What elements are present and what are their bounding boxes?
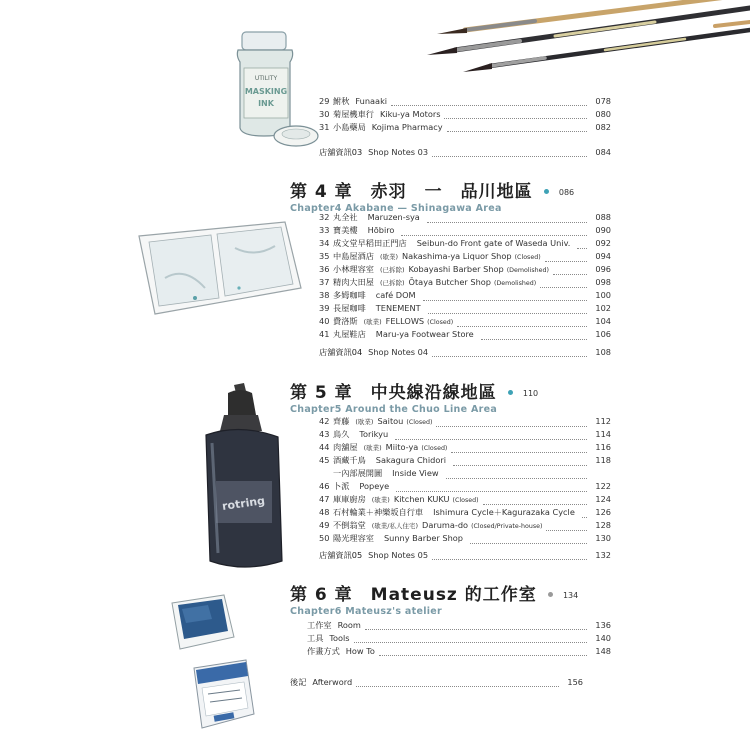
entry-number: 30 (319, 109, 330, 119)
ink-bottle-illustration (198, 383, 293, 573)
shop-notes-en: Shop Notes 05 (368, 550, 429, 560)
entry-status-zh: (已拆除) (379, 279, 405, 287)
chapter-subtitle: Chapter4 Akabane — Shinagawa Area (290, 203, 502, 214)
toc-entry[interactable] (319, 493, 611, 507)
entry-page: 104 (595, 316, 611, 326)
entry-title-en: Daruma-do (Closed/Private-house) (422, 520, 543, 530)
toc-entry[interactable] (319, 532, 611, 546)
toc-entry[interactable] (319, 289, 611, 303)
entry-page: 140 (595, 633, 611, 643)
leader-dots (365, 623, 587, 630)
entry-status-en: (Closed) (421, 445, 448, 452)
entry-number: 47 (319, 494, 330, 504)
entry-title-en: Room (337, 620, 361, 630)
entry-number: 38 (319, 290, 330, 300)
entry-status-en: (Demolished) (506, 267, 549, 274)
entry-title-en: Tools (329, 633, 350, 643)
palette-tray-illustration (135, 218, 305, 318)
chapter-title: 第 4 章 赤羽 一 品川地區 (290, 182, 533, 202)
entry-page: 082 (595, 122, 611, 132)
chapter-title: 第 5 章 中央線沿線地區 (290, 383, 497, 403)
toc-entry[interactable] (319, 250, 611, 264)
toc-entry[interactable] (319, 328, 611, 342)
entry-title-en: Sakagura Chidori (375, 455, 446, 465)
entry-title-zh: 鮒秋 (333, 96, 350, 106)
entry-title-zh: 寶美樓 (333, 225, 358, 235)
entry-title-zh: 工作室 (307, 620, 332, 630)
leader-dots (432, 553, 587, 560)
entry-number: 37 (319, 277, 330, 287)
shop-notes-page: 132 (595, 550, 611, 560)
entry-title-en: Miito-ya (Closed) (385, 442, 448, 452)
entry-number: 46 (319, 481, 330, 491)
toc-entry[interactable] (307, 645, 611, 657)
toc-entry[interactable] (319, 415, 611, 429)
toc-entry[interactable] (319, 302, 611, 316)
entry-status-zh: (歇業) (371, 496, 390, 504)
entry-number: 44 (319, 442, 330, 452)
entry-title-en: Kitchen KUKU (Closed) (393, 494, 479, 504)
afterword-page: 156 (567, 677, 583, 687)
chapter-bullet-icon (544, 189, 549, 194)
entry-number: 50 (319, 533, 330, 543)
leader-dots (577, 242, 587, 249)
leader-dots (432, 150, 587, 157)
shop-notes-entry[interactable] (319, 346, 611, 358)
entry-page: 130 (595, 533, 611, 543)
entry-page: 126 (595, 507, 611, 517)
leader-dots (432, 350, 587, 357)
entry-status-zh: (歇業) (379, 253, 399, 261)
leader-dots (546, 524, 587, 531)
chapter-6-heading[interactable] (290, 580, 578, 617)
leader-dots (391, 99, 587, 106)
entry-page: 116 (595, 442, 611, 452)
leader-dots (395, 433, 587, 440)
entry-status-zh: (歇業) (355, 418, 374, 426)
entry-title-zh: 肉舖屋 (333, 442, 358, 452)
masking-ink-jar-illustration (230, 28, 325, 153)
toc-entry[interactable] (307, 619, 611, 631)
entry-title-en: Inside View (392, 468, 439, 478)
entry-title-zh: 中島屋酒店 (333, 251, 374, 261)
chapter-page: 086 (558, 188, 575, 197)
toc-entry[interactable] (307, 632, 611, 644)
entry-title-zh: 小島藥局 (333, 122, 366, 132)
entry-number: 45 (319, 455, 330, 465)
entry-page: 094 (595, 251, 611, 261)
watercolor-box-illustration (188, 658, 258, 730)
entry-title-en: Maruzen-sya (367, 212, 420, 222)
entry-title-zh: 作畫方式 (307, 646, 340, 656)
leader-dots (427, 216, 587, 223)
entry-status-en: (Closed) (452, 497, 479, 504)
entry-status-zh: (歇業) (363, 318, 382, 326)
entry-title-en: Funaaki (355, 96, 388, 106)
leader-dots (451, 446, 587, 453)
bottle-label: rotring (221, 494, 266, 513)
leader-dots (401, 229, 587, 236)
entry-title-zh: 丸屋鞋店 (333, 329, 366, 339)
toc-entry[interactable] (319, 480, 611, 494)
leader-dots (396, 485, 587, 492)
leader-dots (446, 472, 587, 479)
chapter-4-heading[interactable] (290, 177, 574, 214)
chapter-bullet-icon (508, 390, 513, 395)
chapter-title: 第 6 章 Mateusz 的工作室 (290, 585, 537, 605)
leader-dots (436, 420, 587, 427)
entry-title-zh: 小林理容室 (333, 264, 374, 274)
toc-entry[interactable] (319, 454, 611, 468)
jar-label-line1: UTILITY (254, 75, 278, 82)
entry-page: 092 (595, 238, 611, 248)
entry-number: 42 (319, 416, 330, 426)
leader-dots (379, 649, 587, 656)
entry-title-en: Hōbiro (367, 225, 395, 235)
leader-dots (354, 636, 587, 643)
chapter-subtitle: Chapter6 Mateusz's atelier (290, 606, 443, 617)
entry-number: 43 (319, 429, 330, 439)
chapter-page: 134 (562, 591, 579, 600)
chapter-bullet-icon (548, 592, 553, 597)
shop-notes-en: Shop Notes 03 (368, 147, 429, 157)
toc-entry[interactable] (319, 315, 611, 329)
shop-notes-zh: 店舖資訊04 (319, 347, 363, 357)
leader-dots (453, 459, 587, 466)
shop-notes-entry[interactable] (319, 549, 611, 561)
toc-entry[interactable] (319, 428, 611, 442)
leader-dots (356, 680, 559, 687)
toc-entry[interactable] (319, 121, 611, 133)
paint-brushes-illustration (425, 0, 750, 80)
entry-title-zh: 費洛斯 (333, 316, 358, 326)
entry-title-en: Nakashima-ya Liquor Shop (Closed) (402, 251, 541, 261)
entry-title-en: Ōtaya Butcher Shop (Demolished) (408, 277, 537, 287)
entry-title-zh: 成文堂早稻田正門店 (333, 238, 407, 248)
entry-number: 49 (319, 520, 330, 530)
entry-number: 35 (319, 251, 330, 261)
toc-entry[interactable] (319, 95, 611, 107)
leader-dots (457, 320, 587, 327)
entry-number: 41 (319, 329, 330, 339)
entry-title-zh: 鳥久 (333, 429, 350, 439)
entry-page: 128 (595, 520, 611, 530)
entry-title-zh: 精肉大田屋 (333, 277, 374, 287)
shop-notes-zh: 店舖資訊03 (319, 147, 363, 157)
entry-title-en: Seibun-do Front gate of Waseda Univ. (416, 238, 571, 248)
toc-entry[interactable] (319, 441, 611, 455)
entry-title-zh: 長屋咖啡 (333, 303, 366, 313)
toc-entry[interactable] (319, 263, 611, 277)
entry-page: 102 (595, 303, 611, 313)
shop-notes-entry[interactable] (319, 146, 611, 158)
entry-title-zh: 不倒翁堂 (333, 520, 366, 530)
entry-status-en: (Demolished) (493, 280, 537, 287)
entry-number: 36 (319, 264, 330, 274)
chapter-page: 110 (522, 389, 539, 398)
entry-number: 33 (319, 225, 330, 235)
entry-title-en: Ishimura Cycle＋Kagurazaka Cycle (433, 507, 575, 517)
entry-number: 48 (319, 507, 330, 517)
entry-title-en: Saitou (Closed) (377, 416, 433, 426)
entry-title-en: Kiku-ya Motors (379, 109, 441, 119)
entry-title-en: How To (345, 646, 375, 656)
entry-title-en: Maru-ya Footwear Store (375, 329, 474, 339)
entry-title-zh: 酒藏千鳥 (333, 455, 366, 465)
entry-page: 096 (595, 264, 611, 274)
afterword-entry[interactable] (290, 676, 583, 688)
leader-dots (540, 281, 587, 288)
shop-notes-page: 084 (595, 147, 611, 157)
entry-title-en: Popeye (359, 481, 390, 491)
leader-dots (483, 498, 587, 505)
toc-entry[interactable] (319, 211, 611, 225)
entry-title-en: Sunny Barber Shop (383, 533, 463, 543)
entry-number: 29 (319, 96, 330, 106)
entry-title-zh: 卜派 (333, 481, 350, 491)
leader-dots (553, 268, 587, 275)
entry-title-en: FELLOWS (Closed) (385, 316, 454, 326)
leader-dots (428, 307, 587, 314)
entry-page: 098 (595, 277, 611, 287)
toc-entry[interactable] (319, 276, 611, 290)
jar-label-line2: MASKING (244, 87, 288, 96)
entry-title-zh: 一內部展開圖 (333, 468, 383, 478)
entry-number: 32 (319, 212, 330, 222)
entry-page: 118 (595, 455, 611, 465)
entry-page: 112 (595, 416, 611, 426)
entry-title-zh: 庫庫廚房 (333, 494, 366, 504)
entry-title-zh: 陽光理容室 (333, 533, 374, 543)
chapter-5-heading[interactable] (290, 378, 538, 415)
toc-entry[interactable] (319, 108, 611, 120)
toc-entry[interactable] (319, 506, 611, 520)
entry-status-en: (Closed) (427, 319, 454, 326)
entry-title-en: Kojima Pharmacy (371, 122, 443, 132)
shop-notes-page: 108 (595, 347, 611, 357)
leader-dots (444, 112, 587, 119)
entry-page: 124 (595, 494, 611, 504)
entry-page: 080 (595, 109, 611, 119)
shop-notes-zh: 店舖資訊05 (319, 550, 363, 560)
afterword-zh: 後記 (290, 677, 307, 687)
leader-dots (423, 294, 587, 301)
entry-page: 106 (595, 329, 611, 339)
entry-page: 136 (595, 620, 611, 630)
toc-entry[interactable] (319, 237, 611, 251)
entry-page: 122 (595, 481, 611, 491)
entry-status-en: (Closed/Private-house) (471, 523, 543, 530)
leader-dots (470, 537, 587, 544)
entry-title-zh: 菊屋機車行 (333, 109, 374, 119)
entry-page: 148 (595, 646, 611, 656)
entry-number: 34 (319, 238, 330, 248)
entry-status-zh: (已拆除) (379, 266, 405, 274)
afterword-en: Afterword (312, 677, 353, 687)
entry-page: 078 (595, 96, 611, 106)
leader-dots (582, 511, 587, 518)
entry-status-zh: (歇業/私人住宅) (371, 522, 419, 530)
entry-page: 100 (595, 290, 611, 300)
entry-title-zh: 石村輪業＋神樂坂自行車 (333, 507, 424, 517)
entry-title-en: café DOM (375, 290, 416, 300)
leader-dots (447, 125, 587, 132)
entry-title-zh: 齊藤 (333, 416, 350, 426)
entry-page: 088 (595, 212, 611, 222)
entry-page: 090 (595, 225, 611, 235)
chapter-subtitle: Chapter5 Around the Chuo Line Area (290, 404, 498, 415)
entry-title-en: TENEMENT (375, 303, 421, 313)
entry-title-en: Torikyu (359, 429, 389, 439)
watercolor-pan-illustration (168, 593, 238, 653)
entry-status-zh: (歇業) (363, 444, 382, 452)
entry-status-en: (Closed) (514, 254, 541, 261)
leader-dots (481, 333, 587, 340)
entry-page: 114 (595, 429, 611, 439)
jar-label-line3: INK (258, 99, 274, 108)
entry-title-zh: 丸全社 (333, 212, 358, 222)
entry-number: 39 (319, 303, 330, 313)
shop-notes-en: Shop Notes 04 (368, 347, 429, 357)
entry-title-en: Kobayashi Barber Shop (Demolished) (408, 264, 549, 274)
toc-entry[interactable] (319, 467, 611, 481)
leader-dots (545, 255, 587, 262)
toc-entry[interactable] (319, 519, 611, 533)
entry-number: 31 (319, 122, 330, 132)
entry-title-zh: 多姆咖啡 (333, 290, 366, 300)
entry-status-en: (Closed) (406, 419, 433, 426)
toc-entry[interactable] (319, 224, 611, 238)
entry-title-zh: 工具 (307, 633, 324, 643)
entry-number: 40 (319, 316, 330, 326)
